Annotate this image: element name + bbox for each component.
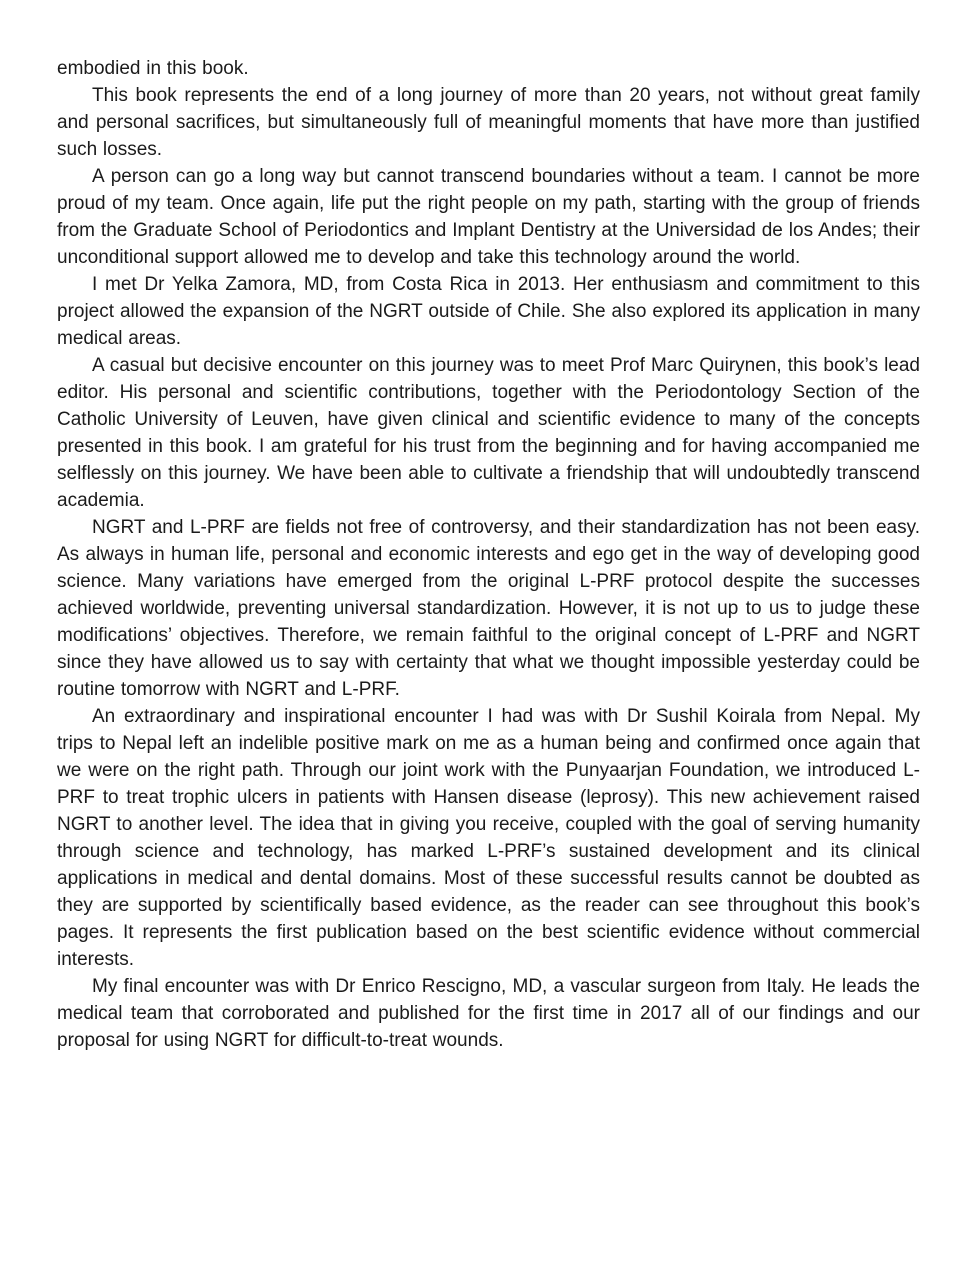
paragraph: embodied in this book. [57,58,249,79]
paragraph: NGRT and L-PRF are fields not free of controversy, and their standardization has not been easy. As always in human life, personal and economic interests and ego get in the way of developing good science. Many variations have emerged from the original L-PRF protocol despite the successes achieved worldwide, preventing universal standardization. However, it is not up to us to judge these modifications’ objectives. Therefore, we remain faithful to the original concept of L-PRF and NGRT since they have allowed us to say with certainty that what we thought impossible yesterday could be routine tomorrow with NGRT and L-PRF. [57,517,920,700]
paragraph: A casual but decisive encounter on this journey was to meet Prof Marc Quirynen, this book’s lead editor. His personal and scientific contributions, together with the Periodontology Section of the Catholic University of Leuven, have given clinical and scientific evidence to many of the concepts presented in this book. I am grateful for his trust from the beginning and for having accompanied me selflessly on this journey. We have been able to cultivate a friendship that will undoubtedly transcend academia. [57,355,920,511]
paragraph: This book represents the end of a long journey of more than 20 years, not without great family and personal sacrifices, but simultaneously full of meaningful moments that have more than justified such losses. [57,85,920,160]
paragraph: A person can go a long way but cannot transcend boundaries without a team. I cannot be more proud of my team. Once again, life put the right people on my path, starting with the group of friends from the Graduate School of Periodontics and Implant Dentistry at the Universidad de los Andes; their unconditional support allowed me to develop and take this technology around the world. [57,166,920,268]
paragraph: I met Dr Yelka Zamora, MD, from Costa Rica in 2013. Her enthusiasm and commitment to this project allowed the expansion of the NGRT outside of Chile. She also explored its application in many medical areas. [57,274,920,349]
paragraph: My final encounter was with Dr Enrico Rescigno, MD, a vascular surgeon from Italy. He leads the medical team that corroborated and published for the first time in 2017 all of our findings and our proposal for using NGRT for difficult-to-treat wounds. [57,976,920,1051]
paragraph: An extraordinary and inspirational encounter I had was with Dr Sushil Koirala from Nepal. My trips to Nepal left an indelible positive mark on me as a human being and confirmed once again that we were on the right path. Through our joint work with the Punyaarjan Foundation, we introduced L-PRF to treat trophic ulcers in patients with Hansen disease (leprosy). This new achievement raised NGRT to another level. The idea that in giving you receive, coupled with the goal of serving humanity through science and technology, has marked L-PRF’s sustained development and its clinical applications in medical and dental domains. Most of these successful results cannot be doubted as they are supported by scientifically based evidence, as the reader can see throughout this book’s pages. It represents the first publication based on the best scientific evidence without commercial interests. [57,706,920,970]
